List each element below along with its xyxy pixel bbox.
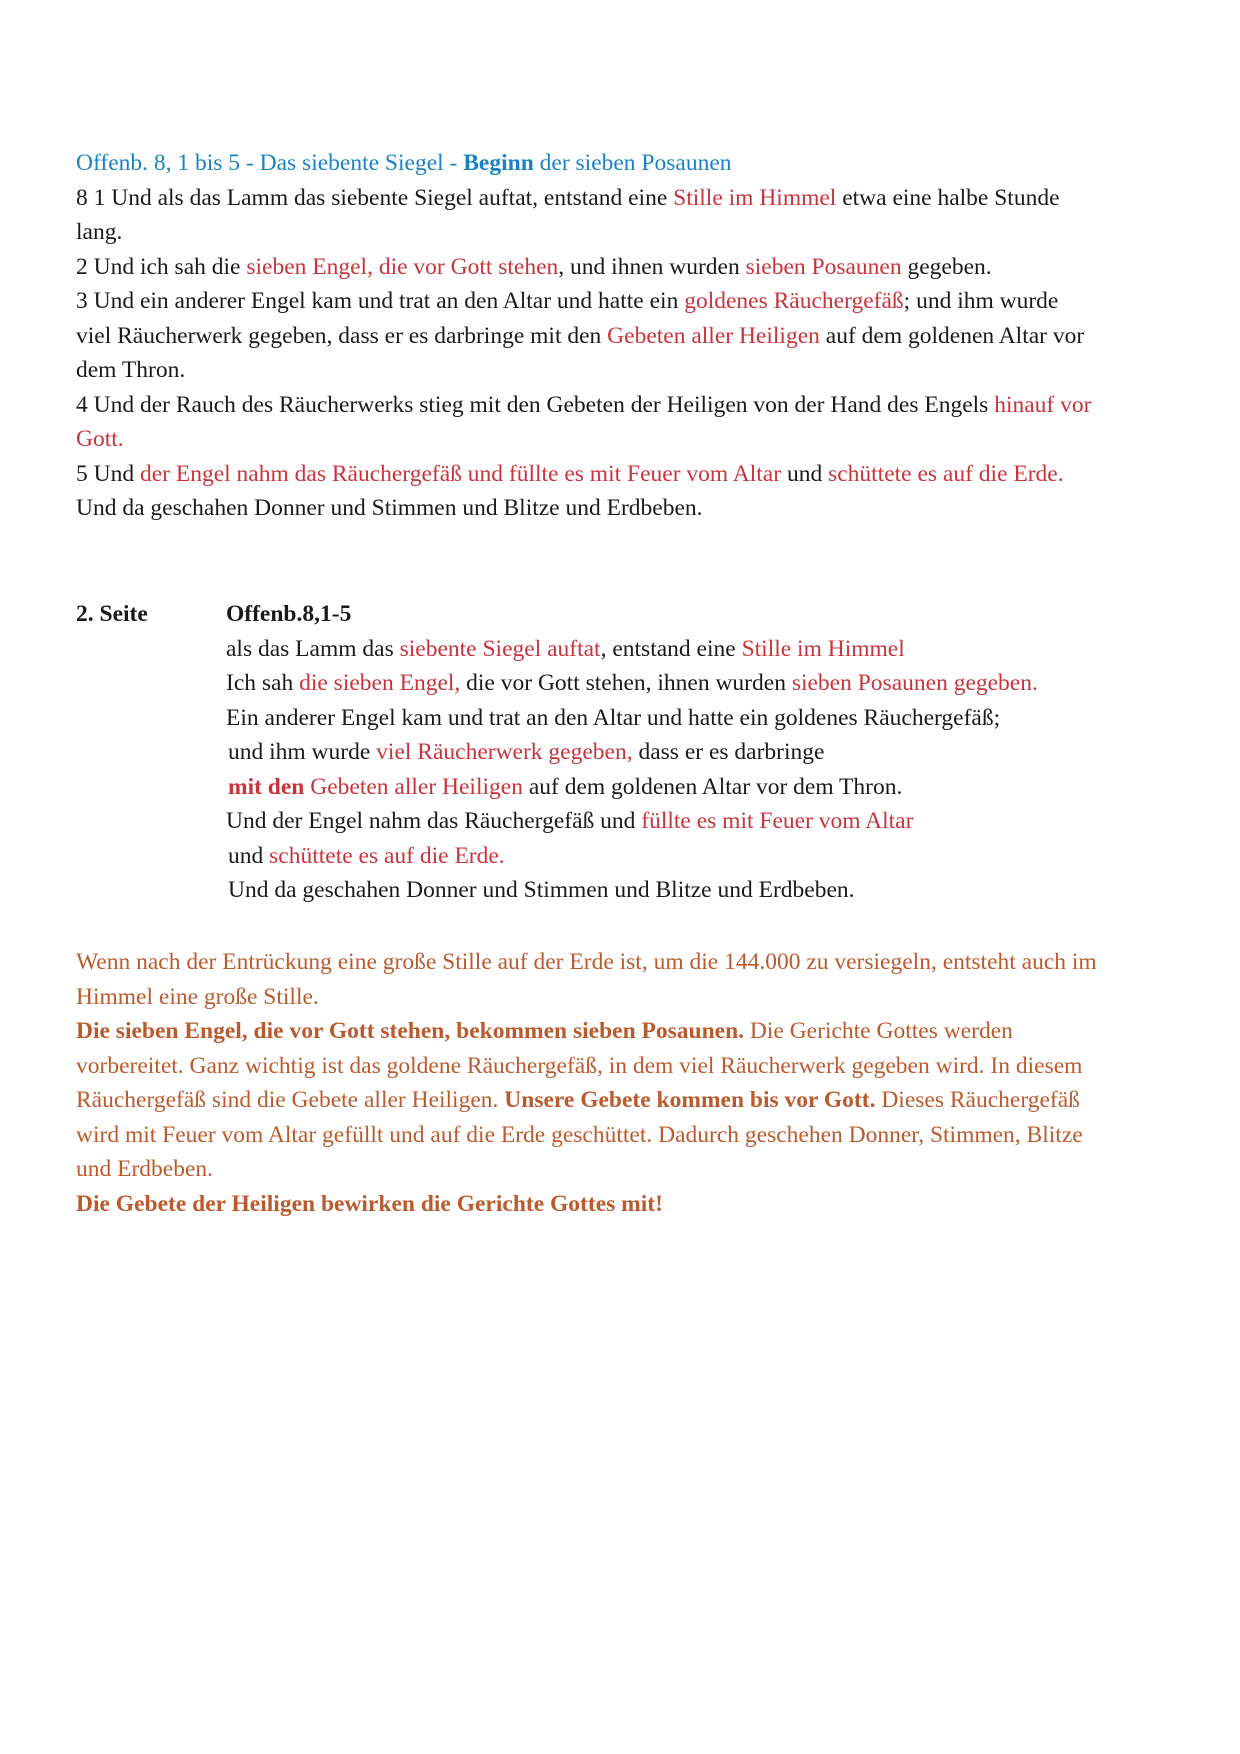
verse-text: etwa eine halbe Stunde [836, 184, 1060, 211]
commentary-conclusion: Die Gebete der Heiligen bewirken die Gerichte Gottes mit! [76, 1190, 663, 1217]
seite-line [226, 873, 1186, 908]
verse-text: 8 1 Und als das Lamm das siebente Siegel auftat, entstand eine [76, 184, 674, 211]
verse-line [76, 353, 1176, 388]
verse-line [76, 215, 1176, 250]
seite-highlight: sieben Posaunen gegeben. [791, 670, 1038, 696]
seite-title: Offenb.8,1-5 [226, 601, 352, 627]
commentary-text: vorbereitet. Ganz wichtig ist das goldene Räuchergefäß, in dem viel Räucherwerk gegeben wird. In diesem [76, 1052, 1083, 1079]
verse-line [76, 319, 1176, 354]
commentary-text: Himmel eine große Stille. [76, 983, 319, 1010]
commentary-text: Die Gerichte Gottes werden [744, 1018, 1013, 1044]
seite-line [226, 804, 1186, 839]
verse-text: Und da geschahen Donner und Stimmen und Blitze und Erdbeben. [76, 495, 703, 521]
commentary-section [76, 945, 1176, 1221]
passage-heading [76, 146, 1176, 181]
verse-line [76, 491, 1176, 526]
verse-text: 5 Und [76, 460, 140, 487]
verse-line [76, 250, 1176, 285]
verse-text: auf dem goldenen Altar vor [819, 322, 1085, 349]
verse-highlight: Gebeten aller Heiligen [607, 322, 820, 349]
seite-line [226, 666, 1186, 701]
scripture-passage [76, 146, 1176, 526]
verse-highlight: sieben Posaunen [745, 253, 902, 280]
verse-text: , und ihnen wurden [558, 253, 746, 280]
seite-text: die vor Gott stehen, ihnen wurden [460, 670, 792, 696]
commentary-line [76, 1187, 1176, 1222]
commentary-text: Wenn nach der Entrückung eine große Stille auf der Erde ist, um die 144.000 zu versiegeln, entsteht auch im [76, 949, 1097, 975]
heading-text: Offenb. 8, 1 bis 5 - Das siebente Siegel - [76, 150, 464, 176]
seite-highlight: siebente Siegel auftat [399, 635, 601, 662]
verse-text: dem Thron. [76, 357, 186, 383]
commentary-line [76, 945, 1176, 980]
verse-line [76, 457, 1176, 492]
seite-highlight: schüttete es auf die Erde. [269, 842, 505, 869]
verse-line [76, 388, 1176, 423]
commentary-line [76, 1014, 1176, 1049]
seite-body [226, 597, 1186, 908]
verse-highlight: schüttete es auf die Erde. [828, 460, 1064, 487]
commentary-text: wird mit Feuer vom Altar gefüllt und auf die Erde geschüttet. Dadurch geschehen Donner, Stimmen, Blitze [76, 1121, 1083, 1148]
commentary-line [76, 1118, 1176, 1153]
verse-line [76, 422, 1176, 457]
seite-text: , entstand eine [600, 635, 742, 662]
seite-text: und [228, 842, 270, 869]
verse-text: lang. [76, 219, 123, 245]
verse-highlight: der Engel nahm das Räuchergefäß und füllte es mit Feuer vom Altar [139, 460, 782, 487]
seite-text: dass er es darbringe [632, 739, 825, 765]
verse-highlight: goldenes Räuchergefäß [684, 288, 904, 314]
verse-highlight: Stille im Himmel [673, 184, 837, 211]
commentary-line [76, 980, 1176, 1015]
seite-text: auf dem goldenen Altar vor dem Thron. [522, 773, 903, 800]
seite-bold-highlight: mit den [228, 773, 305, 800]
seite-line [226, 770, 1186, 805]
verse-highlight: hinauf vor [994, 391, 1092, 418]
verse-line [76, 181, 1176, 216]
verse-text: gegeben. [901, 253, 992, 280]
seite-text: Und der Engel nahm das Räuchergefäß und [226, 808, 642, 834]
seite-section [76, 597, 1176, 903]
verse-text: 4 Und der Rauch des Räucherwerks stieg mit den Gebeten der Heiligen von der Hand des Engels [76, 391, 995, 418]
commentary-text: Räuchergefäß sind die Gebete aller Heiligen. [76, 1087, 505, 1113]
verse-text: 3 Und ein anderer Engel kam und trat an den Altar und hatte ein [76, 288, 685, 314]
verse-highlight: sieben Engel, die vor Gott stehen [246, 253, 559, 280]
verse-text: 2 Und ich sah die [76, 253, 247, 280]
seite-text: als das Lamm das [226, 635, 400, 662]
seite-line [226, 632, 1186, 667]
commentary-line [76, 1152, 1176, 1187]
commentary-text: Dieses Räuchergefäß [875, 1087, 1080, 1113]
seite-highlight: die sieben Engel, [299, 670, 461, 696]
seite-text: Ich sah [226, 670, 300, 696]
heading-text-end: der sieben Posaunen [533, 150, 732, 176]
seite-line [226, 735, 1186, 770]
heading-bold-text: Beginn [463, 150, 534, 176]
verse-highlight: Gott. [76, 426, 124, 452]
seite-highlight: Stille im Himmel [741, 635, 905, 662]
seite-line [226, 839, 1186, 874]
seite-text: Ein anderer Engel kam und trat an den Altar und hatte ein goldenes Räuchergefäß; [226, 704, 1001, 731]
commentary-text: und Erdbeben. [76, 1156, 214, 1182]
seite-highlight: viel Räucherwerk gegeben, [376, 739, 633, 765]
verse-text: ; und ihm wurde [903, 288, 1059, 314]
seite-text: Und da geschahen Donner und Stimmen und Blitze und Erdbeben. [228, 877, 855, 903]
commentary-bold-text: Die sieben Engel, die vor Gott stehen, bekommen sieben Posaunen. [76, 1018, 745, 1044]
verse-text: und [781, 460, 829, 487]
verse-text: viel Räucherwerk gegeben, dass er es darbringe mit den [76, 322, 608, 349]
verse-line [76, 284, 1176, 319]
commentary-line [76, 1083, 1176, 1118]
seite-highlight: füllte es mit Feuer vom Altar [641, 808, 914, 834]
commentary-line [76, 1049, 1176, 1084]
commentary-bold-text: Unsere Gebete kommen bis vor Gott. [504, 1087, 876, 1113]
seite-line [226, 701, 1186, 736]
seite-highlight: Gebeten aller Heiligen [304, 773, 523, 800]
seite-text: und ihm wurde [228, 739, 377, 765]
seite-label: 2. Seite [76, 601, 148, 627]
